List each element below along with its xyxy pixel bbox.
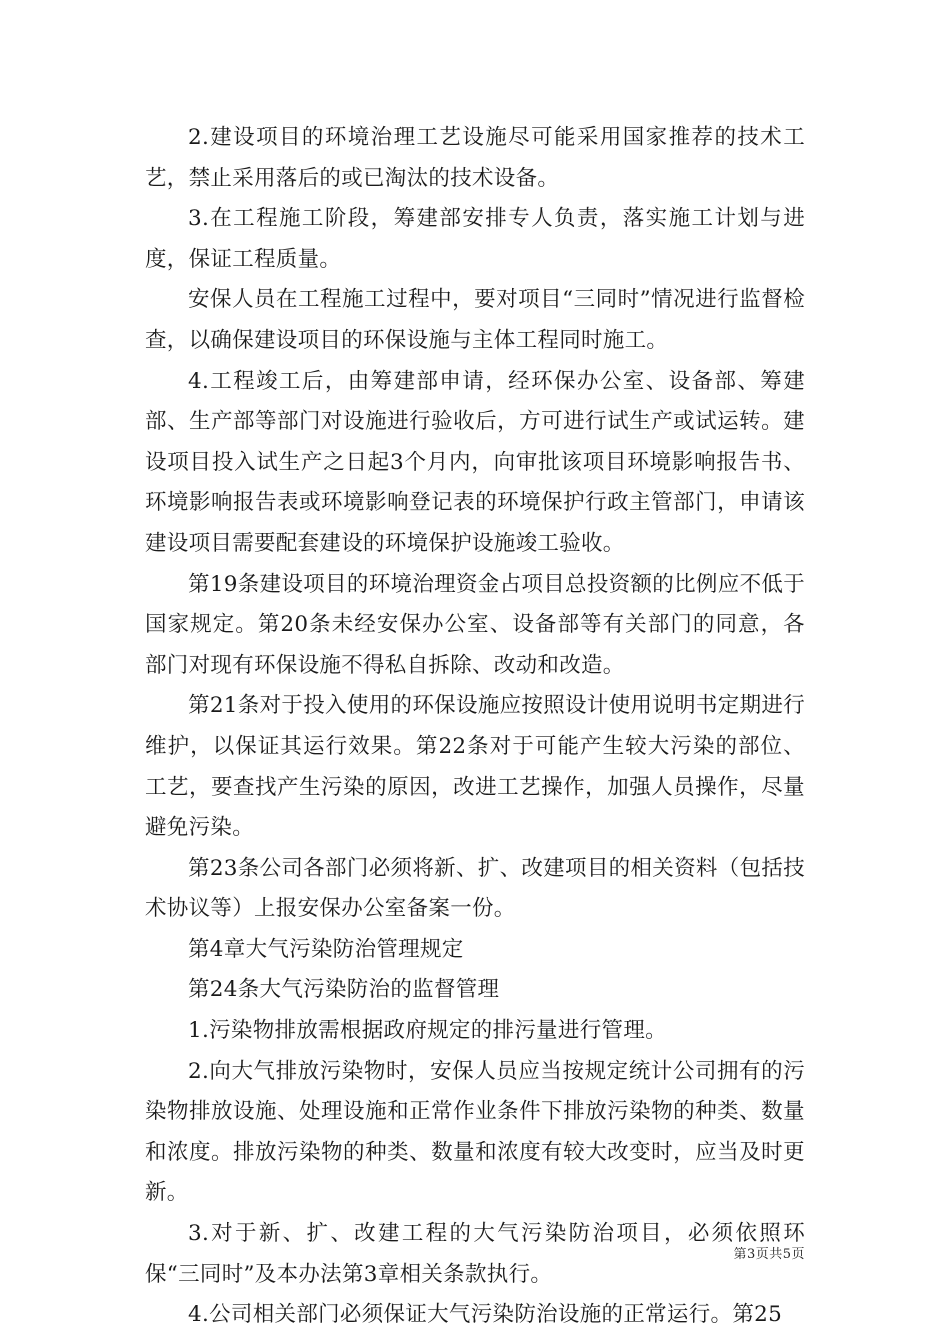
page-number: 第3页共5页 <box>733 1247 805 1262</box>
paragraph: 安保人员在工程施工过程中，要对项目“三同时”情况进行监督检查，以确保建设项目的环保设施与主体工程同时施工。 <box>145 287 805 353</box>
paragraph: 3.对于新、扩、改建工程的大气污染防治项目，必须依照环保“三同时”及本办法第3章相关条款执行。 <box>145 1221 805 1287</box>
paragraph: 2.建设项目的环境治理工艺设施尽可能采用国家推荐的技术工艺，禁止采用落后的或已淘汰的技术设备。 <box>145 125 805 191</box>
paragraph: 第23条公司各部门必须将新、扩、改建项目的相关资料（包括技术协议等）上报安保办公室备案一份。 <box>145 855 805 922</box>
paragraph: 4.公司相关部门必须保证大气污染防治设施的正常运行。第25 <box>188 1302 783 1328</box>
paragraph: 第21条对于投入使用的环保设施应按照设计使用说明书定期进行维护，以保证其运行效果。第22条对于可能产生较大污染的部位、工艺，要查找产生污染的原因，改进工艺操作，加强人员操作，尽量避免污染。 <box>145 693 805 841</box>
paragraph: 第19条建设项目的环境治理资金占项目总投资额的比例应不低于国家规定。第20条未经安保办公室、设备部等有关部门的同意，各部门对现有环保设施不得私自拆除、改动和改造。 <box>145 571 805 678</box>
document-body <box>145 118 805 1336</box>
paragraph: 4.工程竣工后，由筹建部申请，经环保办公室、设备部、筹建部、生产部等部门对设施进行验收后，方可进行试生产或试运转。建设项目投入试生产之日起3个月内，向审批该项目环境影响报告书、环境影响报告表或环境影响登记表的环境保护行政主管部门，申请该建设项目需要配套建设的环境保护设施竣工验收。 <box>145 368 805 556</box>
paragraph: 2.向大气排放污染物时，安保人员应当按规定统计公司拥有的污染物排放设施、处理设施和正常作业条件下排放污染物的种类、数量和浓度。排放污染物的种类、数量和浓度有较大改变时，应当及时更新。 <box>145 1058 805 1206</box>
paragraph: 3.在工程施工阶段，筹建部安排专人负责，落实施工计划与进度，保证工程质量。 <box>145 206 805 272</box>
chapter-heading: 第4章大气污染防治管理规定 <box>188 936 464 962</box>
article-heading: 第24条大气污染防治的监督管理 <box>188 977 500 1003</box>
paragraph: 1.污染物排放需根据政府规定的排污量进行管理。 <box>188 1018 667 1044</box>
